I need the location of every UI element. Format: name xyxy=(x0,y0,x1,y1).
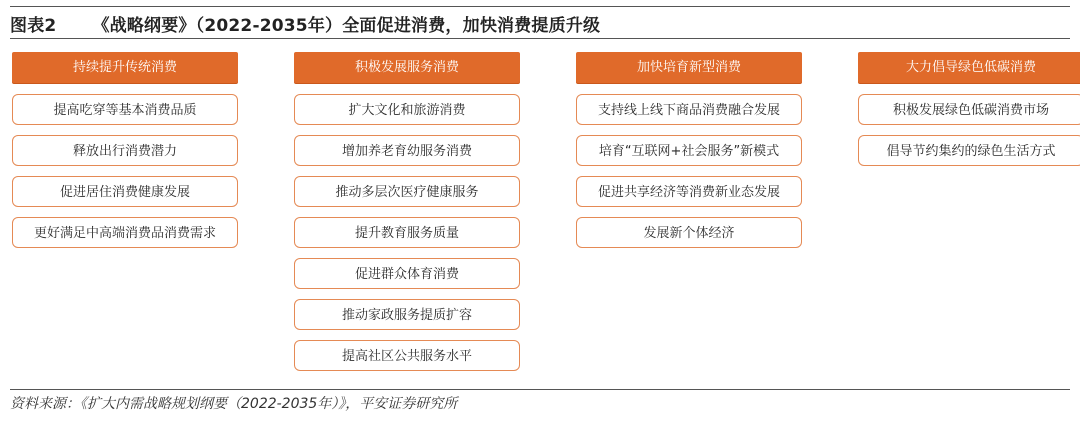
bottom-rule xyxy=(10,389,1070,390)
source-note: 资料来源：《扩大内需战略规划纲要（2022-2035年）》，平安证券研究所 xyxy=(10,396,458,412)
item-box: 提高社区公共服务水平 xyxy=(294,340,520,371)
item-box: 释放出行消费潜力 xyxy=(12,135,238,166)
item-box: 提高吃穿等基本消费品质 xyxy=(12,94,238,125)
column-heading: 大力倡导绿色低碳消费 xyxy=(858,52,1080,83)
figure-label: 图表2 xyxy=(10,16,57,36)
item-box: 促进居住消费健康发展 xyxy=(12,176,238,207)
item-box: 促进共享经济等消费新业态发展 xyxy=(576,176,802,207)
item-box: 培育“互联网+社会服务”新模式 xyxy=(576,135,802,166)
item-box: 促进群众体育消费 xyxy=(294,258,520,289)
item-box: 推动家政服务提质扩容 xyxy=(294,299,520,330)
item-box: 倡导节约集约的绿色生活方式 xyxy=(858,135,1080,166)
column-traditional-consumption xyxy=(12,52,238,258)
column-heading: 持续提升传统消费 xyxy=(12,52,238,83)
item-box: 扩大文化和旅游消费 xyxy=(294,94,520,125)
item-box: 增加养老育幼服务消费 xyxy=(294,135,520,166)
column-heading: 积极发展服务消费 xyxy=(294,52,520,83)
column-new-consumption xyxy=(576,52,802,258)
column-service-consumption xyxy=(294,52,520,381)
item-box: 支持线上线下商品消费融合发展 xyxy=(576,94,802,125)
item-box: 积极发展绿色低碳消费市场 xyxy=(858,94,1080,125)
item-box: 推动多层次医疗健康服务 xyxy=(294,176,520,207)
figure-title-text: 《战略纲要》（2022-2035年）全面促进消费，加快消费提质升级 xyxy=(92,16,601,36)
item-box: 提升教育服务质量 xyxy=(294,217,520,248)
item-box: 更好满足中高端消费品消费需求 xyxy=(12,217,238,248)
column-green-consumption xyxy=(858,52,1080,176)
column-heading: 加快培育新型消费 xyxy=(576,52,802,83)
item-box: 发展新个体经济 xyxy=(576,217,802,248)
